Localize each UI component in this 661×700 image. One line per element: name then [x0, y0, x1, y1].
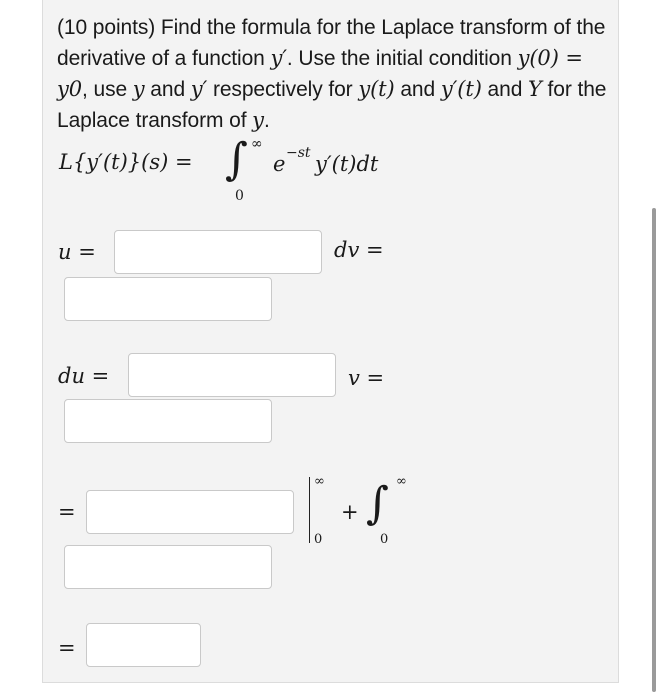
formula-lhs: L{y′(t)}(s) =: [59, 150, 193, 174]
math-Y: Y: [528, 77, 542, 101]
question-points: (10 points): [57, 16, 156, 39]
row3-field-a[interactable]: [87, 491, 293, 533]
label-u: u =: [58, 240, 96, 264]
math-y: y: [132, 77, 145, 101]
evaluation-bar: [309, 477, 310, 543]
question-prompt: [57, 12, 607, 136]
math-initial-condition: y(0) = y0: [57, 46, 583, 101]
exp-power: −st: [286, 145, 311, 161]
prompt-text: respectively for: [207, 78, 359, 101]
dv-input[interactable]: [64, 277, 272, 321]
laplace-formula: [57, 134, 457, 210]
equals-sign-2: =: [58, 636, 76, 660]
prompt-text: and: [144, 78, 191, 101]
integrand: y′(t)dt: [315, 152, 379, 176]
math-yprime: y′: [190, 77, 208, 101]
v-input[interactable]: [64, 399, 272, 443]
final-field[interactable]: [87, 624, 200, 666]
u-input[interactable]: [114, 230, 322, 274]
dv-field[interactable]: [65, 278, 271, 320]
prompt-text: and: [481, 78, 529, 101]
math-y: y: [252, 108, 264, 132]
integral-upper-limit: ∞: [251, 136, 263, 152]
eval-upper-limit: ∞: [314, 474, 325, 489]
row3-input-b[interactable]: [64, 545, 272, 589]
plus-sign: +: [341, 500, 359, 524]
du-input[interactable]: [128, 353, 336, 397]
final-input[interactable]: [86, 623, 201, 667]
math-yt: y(t): [358, 77, 395, 101]
prompt-text: .: [263, 109, 270, 132]
integral-upper-limit-2: ∞: [396, 474, 407, 489]
du-field[interactable]: [129, 354, 335, 396]
label-dv: dv =: [334, 238, 384, 262]
prompt-text: for the Laplace transform of: [57, 78, 607, 132]
integral-lower-limit: 0: [235, 188, 244, 204]
row3-input-a[interactable]: [86, 490, 294, 534]
scrollbar[interactable]: [652, 208, 656, 692]
u-field[interactable]: [115, 231, 321, 273]
prompt-text: . Use the initial condition: [286, 47, 518, 70]
exp-base: e: [273, 152, 286, 176]
eval-lower-limit: 0: [314, 532, 323, 547]
label-du: du =: [58, 364, 110, 388]
integral-sign: ∫: [225, 134, 248, 185]
prompt-text: , use: [82, 78, 133, 101]
math-yprime: y′: [270, 46, 287, 70]
equals-sign: =: [58, 500, 76, 524]
prompt-text: Find the formula for the Laplace transform of the derivative of a function: [57, 16, 606, 70]
integral-sign-2: ∫: [366, 478, 389, 529]
label-v: v =: [348, 366, 385, 390]
row3-field-b[interactable]: [65, 546, 271, 588]
math-yprimet: y′(t): [440, 77, 482, 101]
prompt-text: and: [394, 78, 441, 101]
v-field[interactable]: [65, 400, 271, 442]
integral-lower-limit-2: 0: [380, 532, 389, 547]
